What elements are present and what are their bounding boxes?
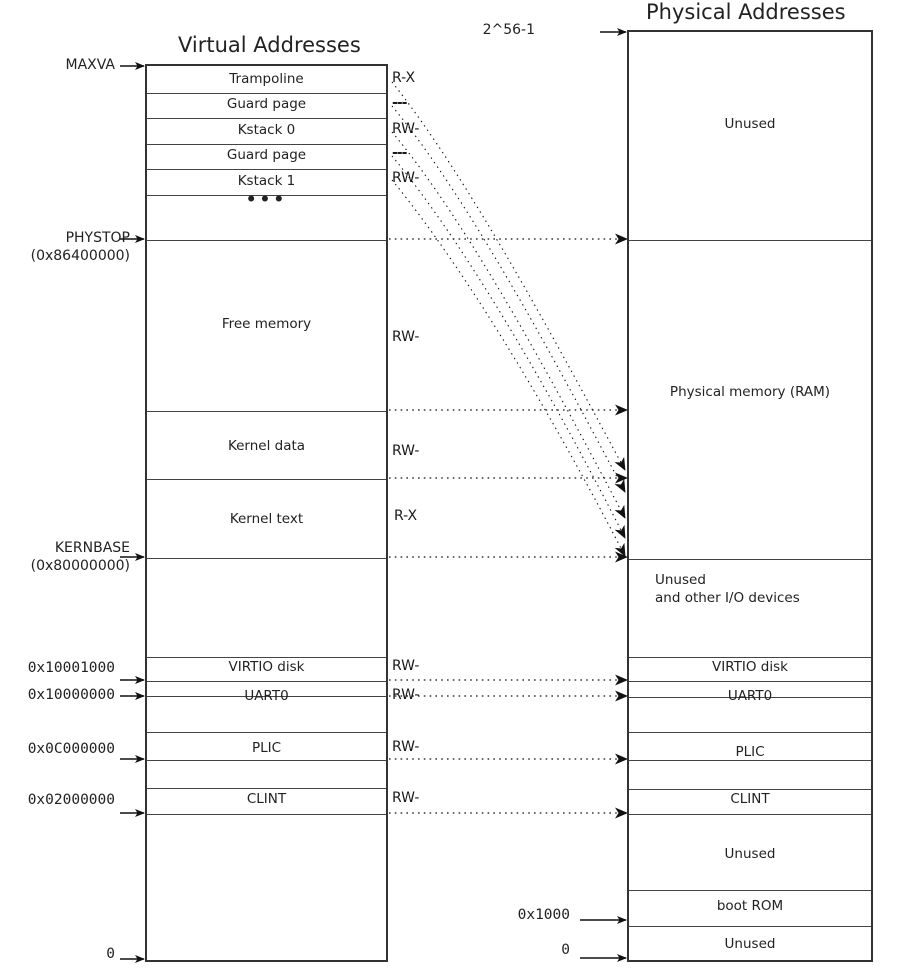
- pa-divider-bootrom-top: [629, 890, 871, 891]
- physical-addresses-title: Physical Addresses: [646, 0, 846, 24]
- va-region-guard-page-2: Guard page: [226, 147, 307, 163]
- divider-phystop: [147, 240, 386, 241]
- perm-guard-page-2: ---: [392, 145, 407, 161]
- pa-region-unused-top: Unused: [724, 116, 776, 132]
- va-region-trampoline: Trampoline: [229, 71, 304, 87]
- marker-clint-addr: 0x02000000: [27, 792, 115, 808]
- perm-trampoline: R-X: [392, 70, 416, 86]
- marker-uart-addr: 0x10000000: [27, 687, 115, 703]
- pa-divider-virtio-top: [629, 657, 871, 658]
- pa-region-virtio-disk: VIRTIO disk: [712, 659, 788, 675]
- perm-kstack-0: RW-: [392, 121, 420, 137]
- divider-clint-top: [147, 788, 386, 789]
- pa-divider-clint-top: [629, 789, 871, 790]
- marker-pa-top: 2^56-1: [482, 22, 535, 38]
- marker-phystop: [0, 230, 130, 265]
- divider-virtio-bot: [147, 681, 386, 682]
- perm-kernel-data: RW-: [392, 443, 420, 459]
- marker-kernbase: [0, 540, 130, 575]
- perm-kernel-text: R-X: [394, 508, 418, 524]
- pa-region-plic: PLIC: [735, 744, 765, 760]
- divider-kstack0: [147, 144, 386, 145]
- va-region-virtio-disk: VIRTIO disk: [228, 659, 305, 675]
- pa-region-clint: CLINT: [730, 791, 770, 807]
- divider-kernel-data: [147, 479, 386, 480]
- pa-divider-phystop: [629, 240, 871, 241]
- divider-guard1: [147, 118, 386, 119]
- marker-pa-bootrom: 0x1000: [517, 907, 570, 923]
- pa-region-unused-io: [655, 571, 875, 607]
- divider-guard2: [147, 169, 386, 170]
- pa-region-unused-io-line1: Unused: [655, 572, 706, 588]
- marker-maxva: MAXVA: [65, 57, 115, 73]
- pa-divider-bootrom-bot: [629, 926, 871, 927]
- pa-region-boot-rom: boot ROM: [716, 898, 784, 914]
- va-region-kernel-text: Kernel text: [229, 511, 304, 527]
- perm-guard-page-1: ---: [392, 95, 407, 111]
- pa-divider-clint-bot: [629, 814, 871, 815]
- marker-phystop-hex: (0x86400000): [30, 247, 130, 264]
- va-marker-arrows: [120, 66, 144, 959]
- pa-region-unused-mid: Unused: [724, 846, 776, 862]
- pa-region-physical-memory: Physical memory (RAM): [669, 384, 831, 400]
- perm-kstack-1: RW-: [392, 170, 420, 186]
- divider-trampoline: [147, 93, 386, 94]
- mapping-dotted-lines: [389, 239, 627, 813]
- pa-region-unused-io-line2: and other I/O devices: [655, 590, 800, 607]
- va-region-uart0: UART0: [244, 688, 289, 704]
- divider-clint-bot: [147, 814, 386, 815]
- va-region-plic: PLIC: [251, 740, 282, 756]
- perm-plic: RW-: [392, 739, 420, 755]
- marker-phystop-name: PHYSTOP: [65, 230, 130, 246]
- marker-kernbase-hex: (0x80000000): [30, 557, 130, 574]
- marker-plic-addr: 0x0C000000: [27, 741, 115, 757]
- marker-va-zero: 0: [106, 946, 115, 962]
- marker-kernbase-name: KERNBASE: [54, 540, 130, 556]
- pa-divider-plic-top: [629, 732, 871, 733]
- va-region-ellipsis: •••: [245, 190, 288, 210]
- divider-free-memory: [147, 411, 386, 412]
- va-region-kstack-0: Kstack 0: [237, 122, 296, 138]
- perm-free-memory: RW-: [392, 329, 420, 345]
- marker-virtio-addr: 0x10001000: [27, 660, 115, 676]
- va-region-clint: CLINT: [246, 791, 287, 807]
- va-region-kernel-data: Kernel data: [227, 438, 306, 454]
- pa-region-uart0: UART0: [727, 688, 773, 704]
- va-region-kstack-1: Kstack 1: [237, 173, 296, 189]
- va-region-free-memory: Free memory: [221, 316, 312, 332]
- divider-plic-bot: [147, 760, 386, 761]
- kstack-mapping-curves: [392, 82, 625, 556]
- virtual-addresses-title: Virtual Addresses: [178, 33, 361, 57]
- pa-divider-virtio-bot: [629, 681, 871, 682]
- pa-region-unused-bottom: Unused: [724, 936, 776, 952]
- perm-virtio: RW-: [392, 658, 420, 674]
- perm-uart: RW-: [392, 687, 420, 703]
- pa-divider-kernbase: [629, 559, 871, 560]
- perm-clint: RW-: [392, 790, 420, 806]
- physical-address-box: [627, 30, 873, 962]
- va-region-guard-page-1: Guard page: [226, 96, 307, 112]
- divider-plic-top: [147, 732, 386, 733]
- pa-marker-arrows: [580, 32, 626, 958]
- marker-pa-zero: 0: [561, 942, 570, 958]
- pa-divider-plic-bot: [629, 760, 871, 761]
- divider-virtio-top: [147, 657, 386, 658]
- divider-kernbase: [147, 558, 386, 559]
